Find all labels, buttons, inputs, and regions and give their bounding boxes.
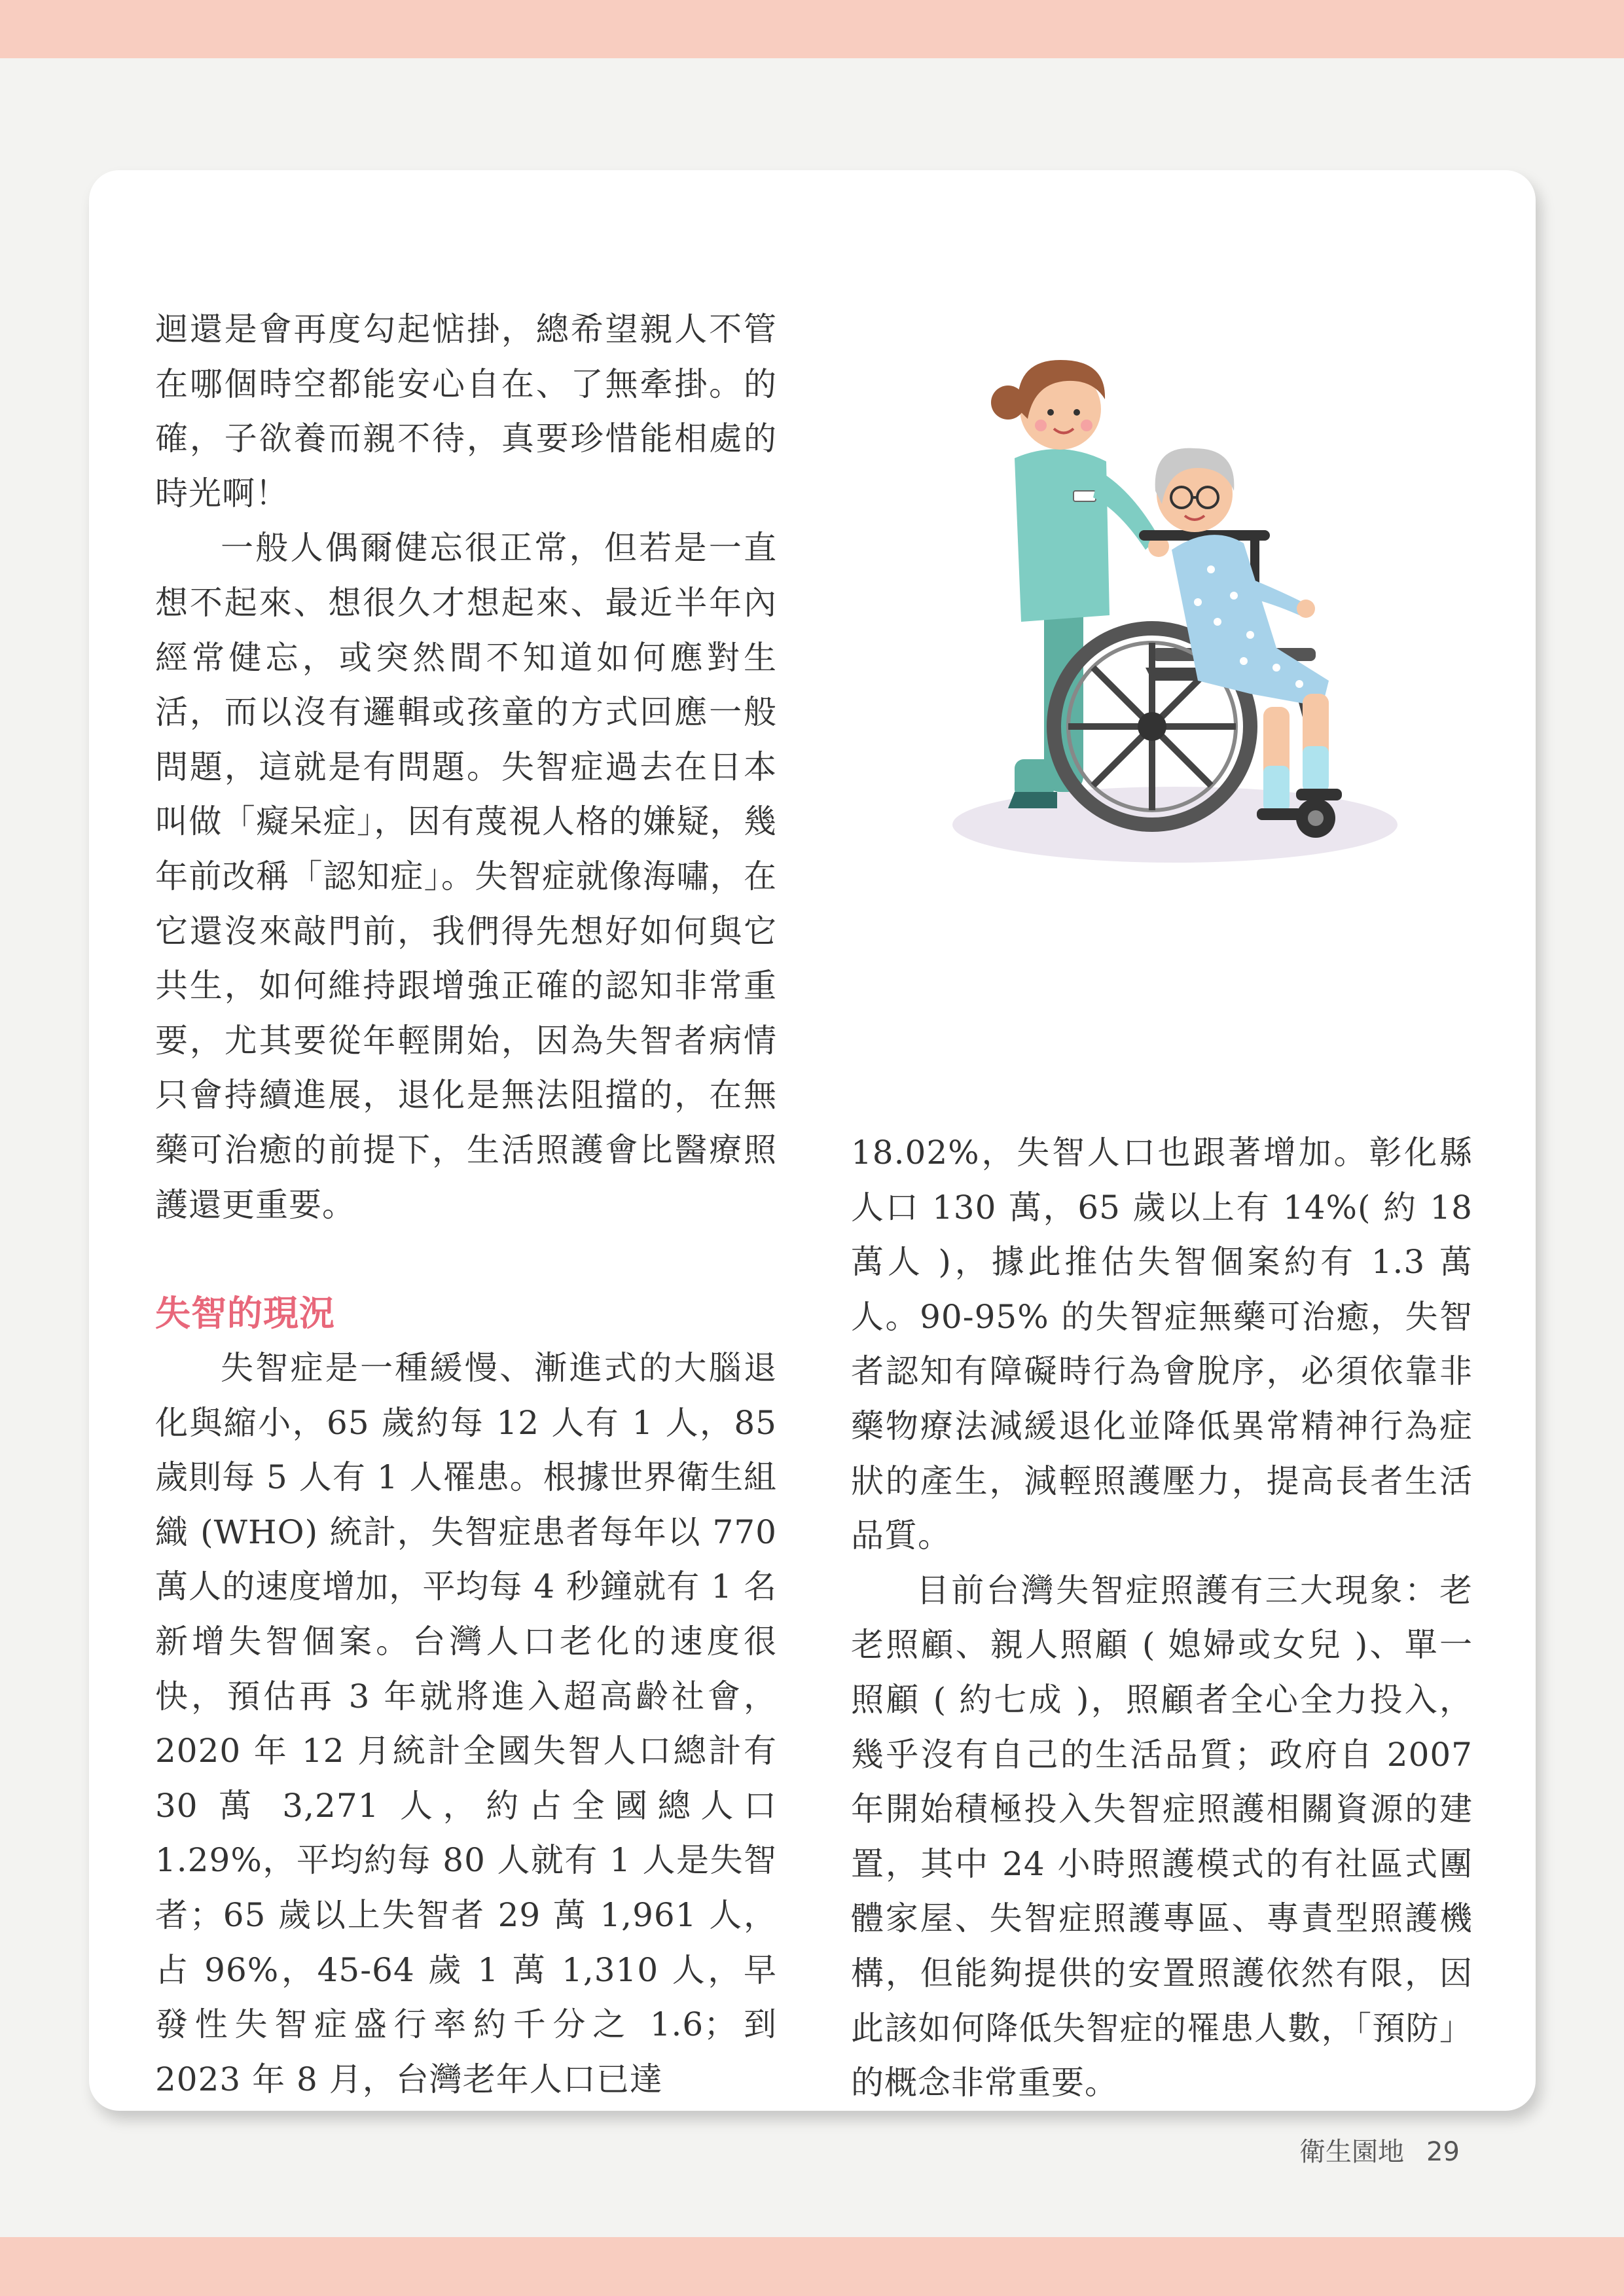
paragraph-forgetfulness: 一般人偶爾健忘很正常，但若是一直想不起來、想很久才想起來、最近半年內經常健忘，或突然間不知道如何應對生活，而以沒有邏輯或孩童的方式回應一般問題，這就是有問題。失智症過去在日本叫做「癡呆症」，因有蔑視人格的嫌疑，幾年前改稱「認知症」。失智症就像海嘯，在它還沒來敲門前，我們得先想好如何與它共生，如何維持跟增強正確的認知非常重要，尤其要從年輕開始，因為失智者病情只會持續進展，退化是無法阻擋的，在無藥可治癒的前提下，生活照護會比醫療照護還更重要。 bbox=[155, 529, 777, 1224]
bottom-decorative-band bbox=[0, 2237, 1624, 2296]
page-number: 29 bbox=[1426, 2137, 1460, 2167]
paragraph-dementia-status: 失智症是一種緩慢、漸進式的大腦退化與縮小，65 歲約每 12 人有 1 人，85 歲則每 5 人有 1 人罹患。根據世界衛生組織 (WHO) 統計，失智症患者每年以 770 萬人的速度增加，平均每 4 秒鐘就有 1 名新增失智個案。台灣人口老化的速度很快，預估再 3 年就將進入超高齡社會，2020 年 12 月統計全國失智人口總計有 30 萬 3,271 人，約占全國總人口 1.29%，平均約每 80 人就有 1 人是失智者；65 歲以上失智者 29 萬 1,961 人，占 96%，45-64 歲 1 萬 1,310 人，早發性失智症盛行率約千分之 1.6；到 2023 年 8 月，台灣老年人口已達 bbox=[155, 1349, 777, 2098]
caregiver-wheelchair-illustration bbox=[936, 340, 1414, 877]
page-footer bbox=[1299, 2131, 1460, 2170]
paragraph-changhua-statistics: 18.02%，失智人口也跟著增加。彰化縣人口 130 萬，65 歲以上有 14%( 約 18 萬人 )，據此推估失智個案約有 1.3 萬人。90-95% 的失智症無藥可治癒，失智者認知有障礙時行為會脫序，必須依靠非藥物療法減緩退化並降低異常精神行為症狀的產生，減輕照護壓力，提高長者生活品質。 bbox=[851, 1134, 1473, 1555]
paragraph-care-phenomena: 目前台灣失智症照護有三大現象：老老照顧、親人照顧 ( 媳婦或女兒 )、單一照顧 ( 約七成 )，照顧者全心全力投入，幾乎沒有自己的生活品質；政府自 2007 年開始積極投入失智症照護相關資源的建置，其中 24 小時照護模式的有社區式團體家屋、失智症照護專區、專責型照護機構，但能夠提供的安置照護依然有限，因此該如何降低失智症的罹患人數，「預防」的概念非常重要。 bbox=[851, 1571, 1473, 2102]
section-heading: 失智的現況 bbox=[155, 1293, 335, 1335]
publication-name: 衛生園地 bbox=[1299, 2137, 1404, 2167]
right-column bbox=[851, 1126, 1473, 2111]
paragraph-intro: 迴還是會再度勾起惦掛，總希望親人不管在哪個時空都能安心自在、了無牽掛。的確，子欲養而親不待，真要珍惜能相處的時光啊！ bbox=[155, 310, 777, 512]
top-decorative-band bbox=[0, 0, 1624, 58]
left-column bbox=[155, 302, 777, 2107]
